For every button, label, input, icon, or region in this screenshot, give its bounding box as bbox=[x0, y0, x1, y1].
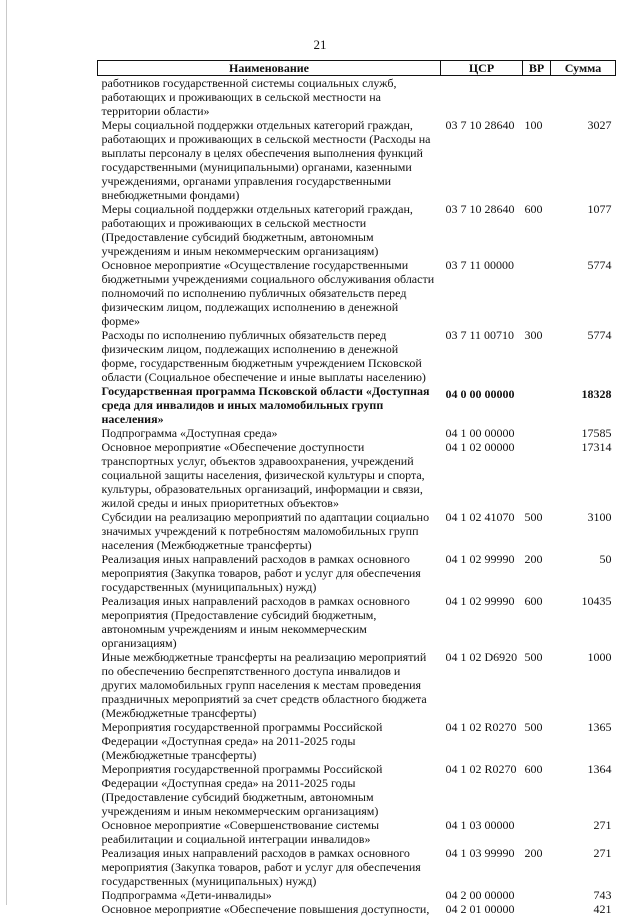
table-row bbox=[98, 384, 616, 426]
row-csr-cell: 03 7 10 28640 bbox=[441, 202, 523, 258]
row-sum-cell: 743 bbox=[551, 888, 616, 902]
row-csr-cell: 04 0 00 00000 bbox=[441, 384, 523, 426]
page-number: 21 bbox=[0, 37, 640, 53]
table-row bbox=[98, 328, 616, 384]
row-vr-cell: 300 bbox=[523, 328, 551, 384]
row-name-cell: Мероприятия государственной программы Российской Федерации «Доступная среда» на 2011-2025 годы (Межбюджетные трансферты) bbox=[98, 720, 441, 762]
row-vr-cell: 200 bbox=[523, 846, 551, 888]
table-row bbox=[98, 888, 616, 902]
row-name-cell: Меры социальной поддержки отдельных категорий граждан, работающих и проживающих в сельской местности (Предоставление субсидий бюджетным, автономным учреждениям и иным некоммерческим организациям) bbox=[98, 202, 441, 258]
row-vr-cell: 100 bbox=[523, 118, 551, 202]
row-sum-cell: 1000 bbox=[551, 650, 616, 720]
row-vr-cell: 600 bbox=[523, 762, 551, 818]
table-row bbox=[98, 762, 616, 818]
row-name-cell: Мероприятия государственной программы Российской Федерации «Доступная среда» на 2011-2025 годы (Предоставление субсидий бюджетным, автономным учреждениям и иным некоммерческим организациям) bbox=[98, 762, 441, 818]
row-csr-cell bbox=[441, 76, 523, 119]
row-sum-cell: 1364 bbox=[551, 762, 616, 818]
row-sum-cell: 421 bbox=[551, 902, 616, 916]
header-sum: Сумма bbox=[551, 61, 616, 76]
header-name: Наименование bbox=[98, 61, 441, 76]
row-sum-cell: 10435 bbox=[551, 594, 616, 650]
row-vr-cell: 500 bbox=[523, 720, 551, 762]
table-header-row bbox=[98, 61, 616, 76]
row-sum-cell bbox=[551, 76, 616, 119]
row-sum-cell: 3027 bbox=[551, 118, 616, 202]
table-row bbox=[98, 510, 616, 552]
row-csr-cell: 04 1 02 99990 bbox=[441, 594, 523, 650]
row-csr-cell: 04 1 02 R0270 bbox=[441, 762, 523, 818]
table-row bbox=[98, 426, 616, 440]
row-sum-cell: 17314 bbox=[551, 440, 616, 510]
row-csr-cell: 04 1 02 41070 bbox=[441, 510, 523, 552]
row-name-cell: Реализация иных направлений расходов в рамках основного мероприятия (Предоставление субсидий бюджетным, автономным учреждениям и иным некоммерческим организациям) bbox=[98, 594, 441, 650]
row-vr-cell bbox=[523, 76, 551, 119]
table-body bbox=[98, 76, 616, 916]
row-name-cell: Реализация иных направлений расходов в рамках основного мероприятия (Закупка товаров, работ и услуг для обеспечения государственных (муниципальных) нужд) bbox=[98, 846, 441, 888]
table-row bbox=[98, 594, 616, 650]
row-sum-cell: 1365 bbox=[551, 720, 616, 762]
table-row bbox=[98, 846, 616, 888]
budget-table bbox=[97, 60, 616, 916]
table-row bbox=[98, 118, 616, 202]
row-vr-cell bbox=[523, 818, 551, 846]
row-csr-cell: 04 1 03 99990 bbox=[441, 846, 523, 888]
row-vr-cell: 600 bbox=[523, 202, 551, 258]
row-vr-cell: 500 bbox=[523, 650, 551, 720]
row-vr-cell bbox=[523, 888, 551, 902]
row-name-cell: Иные межбюджетные трансферты на реализацию мероприятий по обеспечению беспрепятственного доступа инвалидов и других маломобильных групп населения к местам проведения праздничных мероприятий за счет средств областного бюджета (Межбюджетные трансферты) bbox=[98, 650, 441, 720]
row-sum-cell: 5774 bbox=[551, 258, 616, 328]
table-row bbox=[98, 902, 616, 916]
row-name-cell: Государственная программа Псковской области «Доступная среда для инвалидов и иных маломобильных групп населения» bbox=[98, 384, 441, 426]
header-vr: ВР bbox=[523, 61, 551, 76]
row-name-cell: Меры социальной поддержки отдельных категорий граждан, работающих и проживающих в сельской местности (Расходы на выплаты персоналу в целях обеспечения выполнения функций государственными (муниципальными) органами, казенными учреждениями, органами управления государственными внебюджетными фондами) bbox=[98, 118, 441, 202]
row-vr-cell bbox=[523, 258, 551, 328]
table-row bbox=[98, 76, 616, 119]
row-name-cell: работников государственной системы социальных служб, работающих и проживающих в сельской местности на территории области» bbox=[98, 76, 441, 119]
row-csr-cell: 04 2 01 00000 bbox=[441, 902, 523, 916]
row-sum-cell: 50 bbox=[551, 552, 616, 594]
row-vr-cell: 200 bbox=[523, 552, 551, 594]
row-sum-cell: 271 bbox=[551, 818, 616, 846]
table-row bbox=[98, 440, 616, 510]
row-csr-cell: 04 2 00 00000 bbox=[441, 888, 523, 902]
row-csr-cell: 04 1 02 R0270 bbox=[441, 720, 523, 762]
row-name-cell: Субсидии на реализацию мероприятий по адаптации социально значимых учреждений к потребностям маломобильных групп населения (Межбюджетные трансферты) bbox=[98, 510, 441, 552]
row-name-cell: Подпрограмма «Дети-инвалиды» bbox=[98, 888, 441, 902]
row-name-cell: Реализация иных направлений расходов в рамках основного мероприятия (Закупка товаров, работ и услуг для обеспечения государственных (муниципальных) нужд) bbox=[98, 552, 441, 594]
row-vr-cell bbox=[523, 902, 551, 916]
table-row bbox=[98, 552, 616, 594]
row-sum-cell: 3100 bbox=[551, 510, 616, 552]
row-name-cell: Основное мероприятие «Совершенствование системы реабилитации и социальной интеграции инвалидов» bbox=[98, 818, 441, 846]
row-csr-cell: 03 7 11 00000 bbox=[441, 258, 523, 328]
row-csr-cell: 04 1 00 00000 bbox=[441, 426, 523, 440]
table-row bbox=[98, 202, 616, 258]
row-vr-cell: 600 bbox=[523, 594, 551, 650]
row-name-cell: Основное мероприятие «Обеспечение повышения доступности, bbox=[98, 902, 441, 916]
row-vr-cell bbox=[523, 426, 551, 440]
row-vr-cell: 500 bbox=[523, 510, 551, 552]
row-name-cell: Подпрограмма «Доступная среда» bbox=[98, 426, 441, 440]
table-row bbox=[98, 258, 616, 328]
scan-edge bbox=[6, 0, 7, 905]
row-csr-cell: 04 1 02 99990 bbox=[441, 552, 523, 594]
table-row bbox=[98, 818, 616, 846]
row-csr-cell: 03 7 11 00710 bbox=[441, 328, 523, 384]
row-vr-cell bbox=[523, 384, 551, 426]
row-csr-cell: 04 1 02 D6920 bbox=[441, 650, 523, 720]
row-name-cell: Основное мероприятие «Осуществление государственными бюджетными учреждениями социального обслуживания области полномочий по исполнению публичных обязательств перед физическим лицом, подлежащих исполнению в денежной форме» bbox=[98, 258, 441, 328]
header-csr: ЦСР bbox=[441, 61, 523, 76]
row-name-cell: Расходы по исполнению публичных обязательств перед физическим лицом, подлежащих исполнению в денежной форме, государственным бюджетным учреждением Псковской области (Социальное обеспечение и иные выплаты населению) bbox=[98, 328, 441, 384]
row-name-cell: Основное мероприятие «Обеспечение доступности транспортных услуг, объектов здравоохранения, учреждений социальной защиты населения, физической культуры и спорта, культуры, образовательных организаций, информации и связи, жилой среды и иных приоритетных объектов» bbox=[98, 440, 441, 510]
table-row bbox=[98, 650, 616, 720]
row-csr-cell: 04 1 02 00000 bbox=[441, 440, 523, 510]
row-sum-cell: 18328 bbox=[551, 384, 616, 426]
row-sum-cell: 271 bbox=[551, 846, 616, 888]
row-vr-cell bbox=[523, 440, 551, 510]
row-sum-cell: 5774 bbox=[551, 328, 616, 384]
row-csr-cell: 03 7 10 28640 bbox=[441, 118, 523, 202]
row-sum-cell: 17585 bbox=[551, 426, 616, 440]
row-csr-cell: 04 1 03 00000 bbox=[441, 818, 523, 846]
row-sum-cell: 1077 bbox=[551, 202, 616, 258]
table-row bbox=[98, 720, 616, 762]
